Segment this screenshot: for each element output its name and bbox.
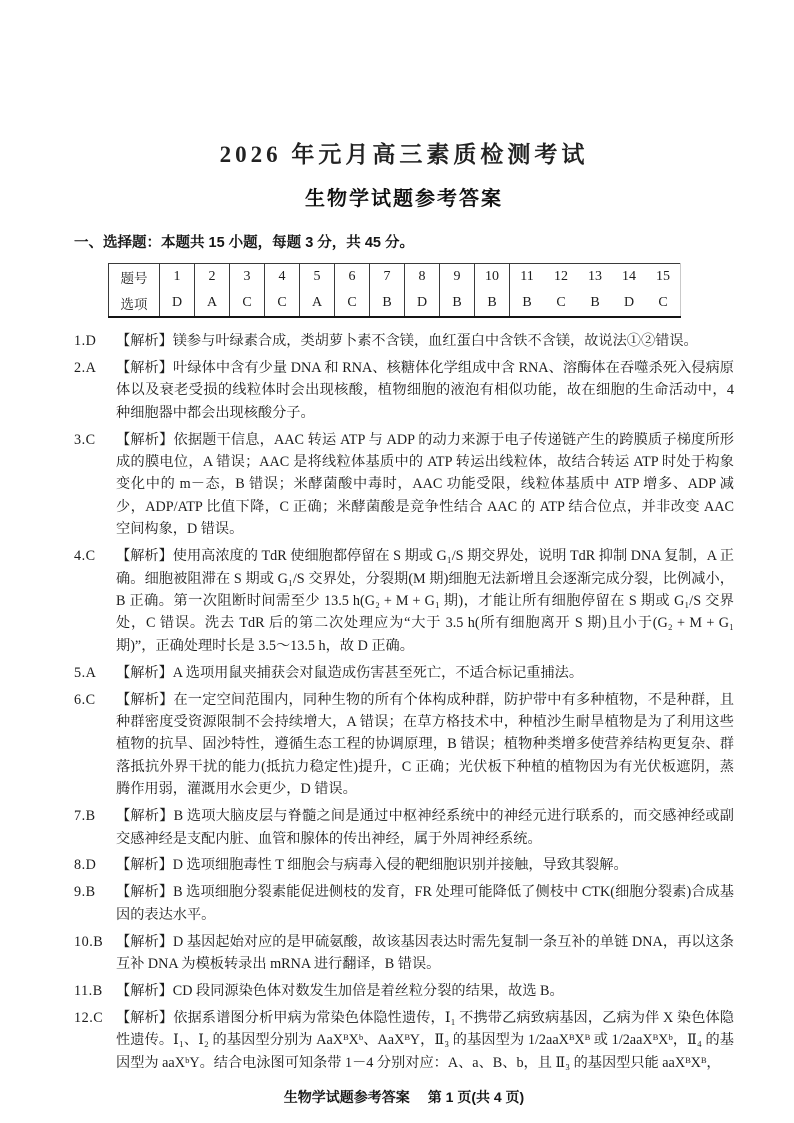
explanation-number: 9.B <box>74 884 96 901</box>
explanation-list <box>74 330 734 1074</box>
answer-cell: A <box>195 290 230 317</box>
explanation-item <box>74 545 734 657</box>
explanation-text: 【解析】依据题干信息，AAC 转运 ATP 与 ADP 的动力来源于电子传递链产生的跨膜质子梯度所形成的膜电位，A 错误；AAC 是将线粒体基质中的 ATP 转运出线粒体，故结合转运 ATP 时处于构象变化中的 m－态，B 错误；米酵菌酸中毒时，AAC 功能受限，线粒体基质中 ATP 增多、ADP 减少，ADP/ATP 比值下降，C 正确；米酵菌酸是竞争性结合 AAC 的 ATP 结合位点，并非改变 AAC 空间构象，D 错误。 <box>116 431 734 538</box>
page-title: 2026 年元月高三素质检测考试 <box>219 142 589 167</box>
explanation-number: 2.A <box>74 359 97 376</box>
explanation-text: 【解析】在一定空间范围内，同种生物的所有个体构成种群，防护带中有多种植物，不是种群，且种群密度受资源限制不会持续增大，A 错误；在草方格技术中，种植沙生耐旱植物是为了利用这些植物的抗旱、固沙特性，遵循生态工程的协调原理，B 错误；植物种类增多使营养结构更复杂、群落抵抗外界干扰的能力(抵抗力稳定性)提升，C 正确；光伏板下种植的植物因为有光伏板遮阴，蒸腾作用弱，灌溉用水会更少，D 错误。 <box>116 691 734 798</box>
question-number-cell: 1 <box>160 264 195 291</box>
explanation-item <box>74 357 734 424</box>
explanation-number: 6.C <box>74 691 96 708</box>
question-number-cell: 11 <box>520 269 534 284</box>
question-number-cell: 14 <box>622 269 636 284</box>
answer-cell: C <box>556 295 566 310</box>
footer-doc-title: 生物学试题参考答案 <box>283 1089 410 1106</box>
explanation-number: 8.D <box>74 857 97 874</box>
answer-cell: D <box>623 295 635 310</box>
question-number-cell: 8 <box>405 264 440 291</box>
answer-cell: B <box>475 290 510 317</box>
answer-cell: B <box>370 290 405 317</box>
explanation-number: 4.C <box>74 548 96 565</box>
question-number-cell: 9 <box>440 264 475 291</box>
explanation-number: 1.D <box>74 333 97 349</box>
explanation-text: 【解析】CD 段同源染色体对数发生加倍是着丝粒分裂的结果，故选 B。 <box>116 982 564 999</box>
explanation-item <box>74 1007 734 1074</box>
explanation-item <box>74 805 734 850</box>
question-number-cell: 15 <box>656 269 670 284</box>
explanation-number: 10.B <box>74 933 104 950</box>
answer-cell: B <box>522 295 532 310</box>
explanation-text: 【解析】使用高浓度的 TdR 使细胞都停留在 S 期或 G₁/S 期交界处，说明 TdR 抑制 DNA 复制，A 正确。细胞被阻滞在 S 期或 G₁/S 交界处，分裂期(M 期)细胞无法新增且会逐渐完成分裂，比例减小，B 正确。第一次阻断时间需至少 13.5 h(G₂ + M + G₁ 期)，才能让所有细胞停留在 S 期或 G₁/S 交界处，C 错误。洗去 TdR 后的第二次处理应为“大于 3.5 h(所有细胞离开 S 期)且小于(G₂ + M + G₁ 期)”，正确处理时长是 3.5～13.5 h，故 D 正确。 <box>116 548 734 654</box>
question-number-cell: 10 <box>475 264 510 291</box>
explanation-number: 11.B <box>74 982 103 999</box>
answer-cell: C <box>335 290 370 317</box>
explanation-item <box>74 689 734 801</box>
question-number-cell: 7 <box>370 264 405 291</box>
explanation-text: 【解析】D 选项细胞毒性 T 细胞会与病毒入侵的靶细胞识别并接触，导致其裂解。 <box>116 857 628 874</box>
answer-cell: C <box>658 295 668 310</box>
explanation-item <box>74 429 734 541</box>
answer-table-option-row <box>109 290 681 317</box>
answer-cell: A <box>300 290 335 317</box>
question-number-cell: 2 <box>195 264 230 291</box>
answer-cell: C <box>230 290 265 317</box>
explanation-number: 12.C <box>74 1009 104 1026</box>
answer-cell: D <box>160 290 195 317</box>
explanation-item <box>74 931 734 976</box>
answer-cell: B <box>590 295 600 310</box>
page-subtitle: 生物学试题参考答案 <box>305 188 503 210</box>
explanation-item <box>74 662 734 684</box>
explanation-number: 3.C <box>74 431 96 448</box>
question-number-cell: 12 <box>554 269 568 284</box>
explanation-text: 【解析】镁参与叶绿素合成，类胡萝卜素不含镁，血红蛋白中含铁不含镁，故说法①②错误。 <box>116 333 698 349</box>
explanation-item <box>74 881 734 926</box>
explanation-item <box>74 854 734 876</box>
explanation-text: 【解析】叶绿体中含有少量 DNA 和 RNA、核糖体化学组成中含 RNA、溶酶体在吞噬杀死入侵病原体以及衰老受损的线粒体时会出现核酸，植物细胞的液泡有相似功能，故在细胞的生命活动中，4 种细胞器中都会出现核酸分子。 <box>116 359 734 421</box>
footer-page-number: 第 1 页(共 4 页) <box>427 1089 525 1106</box>
answer-cell: C <box>265 290 300 317</box>
question-number-cell: 4 <box>265 264 300 291</box>
explanation-text: 【解析】B 选项细胞分裂素能促进侧枝的发育，FR 处理可能降低了侧枝中 CTK(细胞分裂素)合成基因的表达水平。 <box>116 884 734 923</box>
explanation-number: 7.B <box>74 808 96 825</box>
answer-table <box>108 263 681 318</box>
question-number-cell: 5 <box>300 264 335 291</box>
explanation-item <box>74 980 734 1002</box>
row-label-option: 选项 <box>109 290 160 317</box>
question-number-cell: 6 <box>335 264 370 291</box>
explanation-number: 5.A <box>74 664 97 681</box>
explanation-text: 【解析】B 选项大脑皮层与脊髓之间是通过中枢神经系统中的神经元进行联系的，而交感神经或副交感神经是支配内脏、血管和腺体的传出神经，属于外周神经系统。 <box>116 808 734 847</box>
answer-cell: B <box>440 290 475 317</box>
page-footer <box>74 1087 734 1107</box>
explanation-text: 【解析】A 选项用鼠夹捕获会对鼠造成伤害甚至死亡，不适合标记重捕法。 <box>116 664 584 681</box>
section-heading: 一、选择题：本题共 15 小题，每题 3 分，共 45 分。 <box>74 235 414 251</box>
explanation-text: 【解析】D 基因起始对应的是甲硫氨酸，故该基因表达时需先复制一条互补的单链 DNA，再以这条互补 DNA 为模板转录出 mRNA 进行翻译，B 错误。 <box>116 933 734 973</box>
question-number-cell: 13 <box>588 269 602 284</box>
answer-table-number-row <box>109 264 681 291</box>
question-number-cell: 3 <box>230 264 265 291</box>
row-label-number: 题号 <box>109 264 160 291</box>
explanation-item <box>74 330 734 352</box>
explanation-text: 【解析】依据系谱图分析甲病为常染色体隐性遗传，Ⅰ₁ 不携带乙病致病基因，乙病为伴 X 染色体隐性遗传。Ⅰ₁、Ⅰ₂ 的基因型分别为 AaXᴮXᵇ、AaXᴮY，Ⅱ₃ 的基因型为 1/2aaXᴮXᴮ 或 1/2aaXᴮXᵇ，Ⅱ₄ 的基因型为 aaXᵇY。结合电泳图可知条带 1－4 分别对应：A、a、B、b，且 Ⅱ₃ 的基因型只能 aaXᴮXᴮ， <box>116 1009 734 1071</box>
answer-cell: D <box>405 290 440 317</box>
